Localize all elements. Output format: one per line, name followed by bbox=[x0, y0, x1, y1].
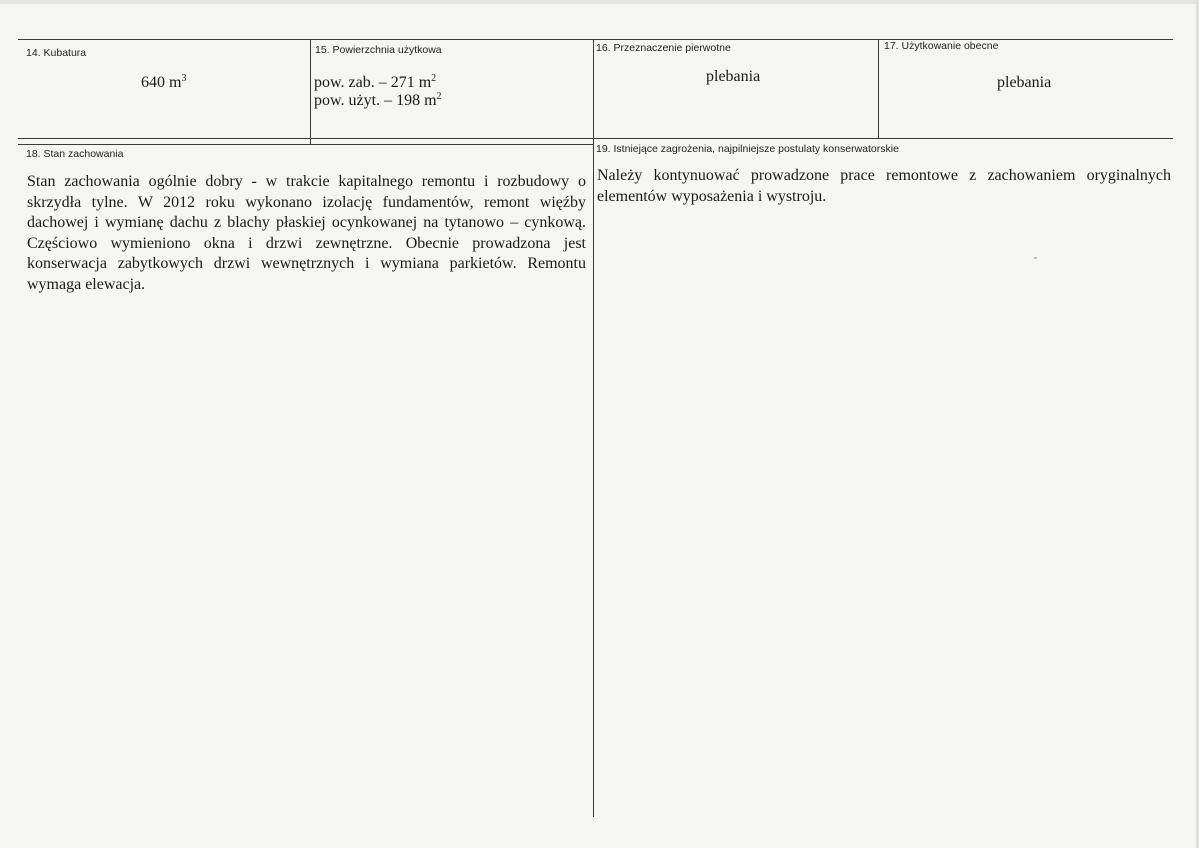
scan-speck bbox=[1034, 257, 1037, 259]
field-15-line-2 bbox=[314, 92, 442, 110]
table-top-rule bbox=[18, 39, 1173, 40]
field-15-line-2-exponent: 2 bbox=[436, 91, 442, 102]
field-19-label: 19. Istniejące zagrożenia, najpilniejsze postulaty konserwatorskie bbox=[596, 143, 899, 155]
field-14-value-exponent: 3 bbox=[181, 73, 187, 84]
scan-edge-top bbox=[0, 0, 1199, 4]
field-18-text: Stan zachowania ogólnie dobry - w trakcie kapitalnego remontu i rozbudowy o skrzydła tylne. W 2012 roku wykonano izolację fundamentów, remont więźby dachowej i wymianę dachu z blachy płaskiej ocynkowanej na tytanowo – cynkową. Częściowo wymieniono okna i drzwi zewnętrzne. Obecnie prowadzona jest konserwacja zabytkowych drzwi wewnętrznych i wymiana parkietów. Remontu wymaga elewacja. bbox=[27, 173, 586, 293]
field-15-label: 15. Powierzchnia użytkowa bbox=[315, 44, 442, 56]
field-16-label: 16. Przeznaczenie pierwotne bbox=[596, 42, 731, 54]
field-15-line-1-text: pow. zab. – 271 m bbox=[314, 74, 432, 91]
column-divider-14-15 bbox=[310, 39, 311, 144]
field-15-line-1 bbox=[314, 74, 436, 92]
column-divider-16-17 bbox=[878, 39, 879, 139]
column-divider-center bbox=[593, 39, 594, 817]
field-14-label: 14. Kubatura bbox=[26, 47, 87, 59]
field-17-value: plebania bbox=[997, 74, 1052, 91]
row-divider-rule bbox=[18, 138, 1173, 139]
row-divider-rule-lower bbox=[18, 144, 593, 145]
field-16-value: plebania bbox=[706, 68, 761, 85]
field-15-line-1-exponent: 2 bbox=[431, 73, 437, 84]
field-15-line-2-text: pow. użyt. – 198 m bbox=[314, 92, 437, 109]
field-19-text: Należy kontynuować prowadzone prace remontowe z zachowaniem oryginalnych elementów wyposażenia i wystroju. bbox=[597, 167, 1171, 205]
field-17-label: 17. Użytkowanie obecne bbox=[884, 40, 999, 52]
field-18-label: 18. Stan zachowania bbox=[26, 148, 124, 160]
field-14-value-text: 640 m bbox=[141, 74, 182, 91]
field-14-value bbox=[141, 74, 186, 92]
